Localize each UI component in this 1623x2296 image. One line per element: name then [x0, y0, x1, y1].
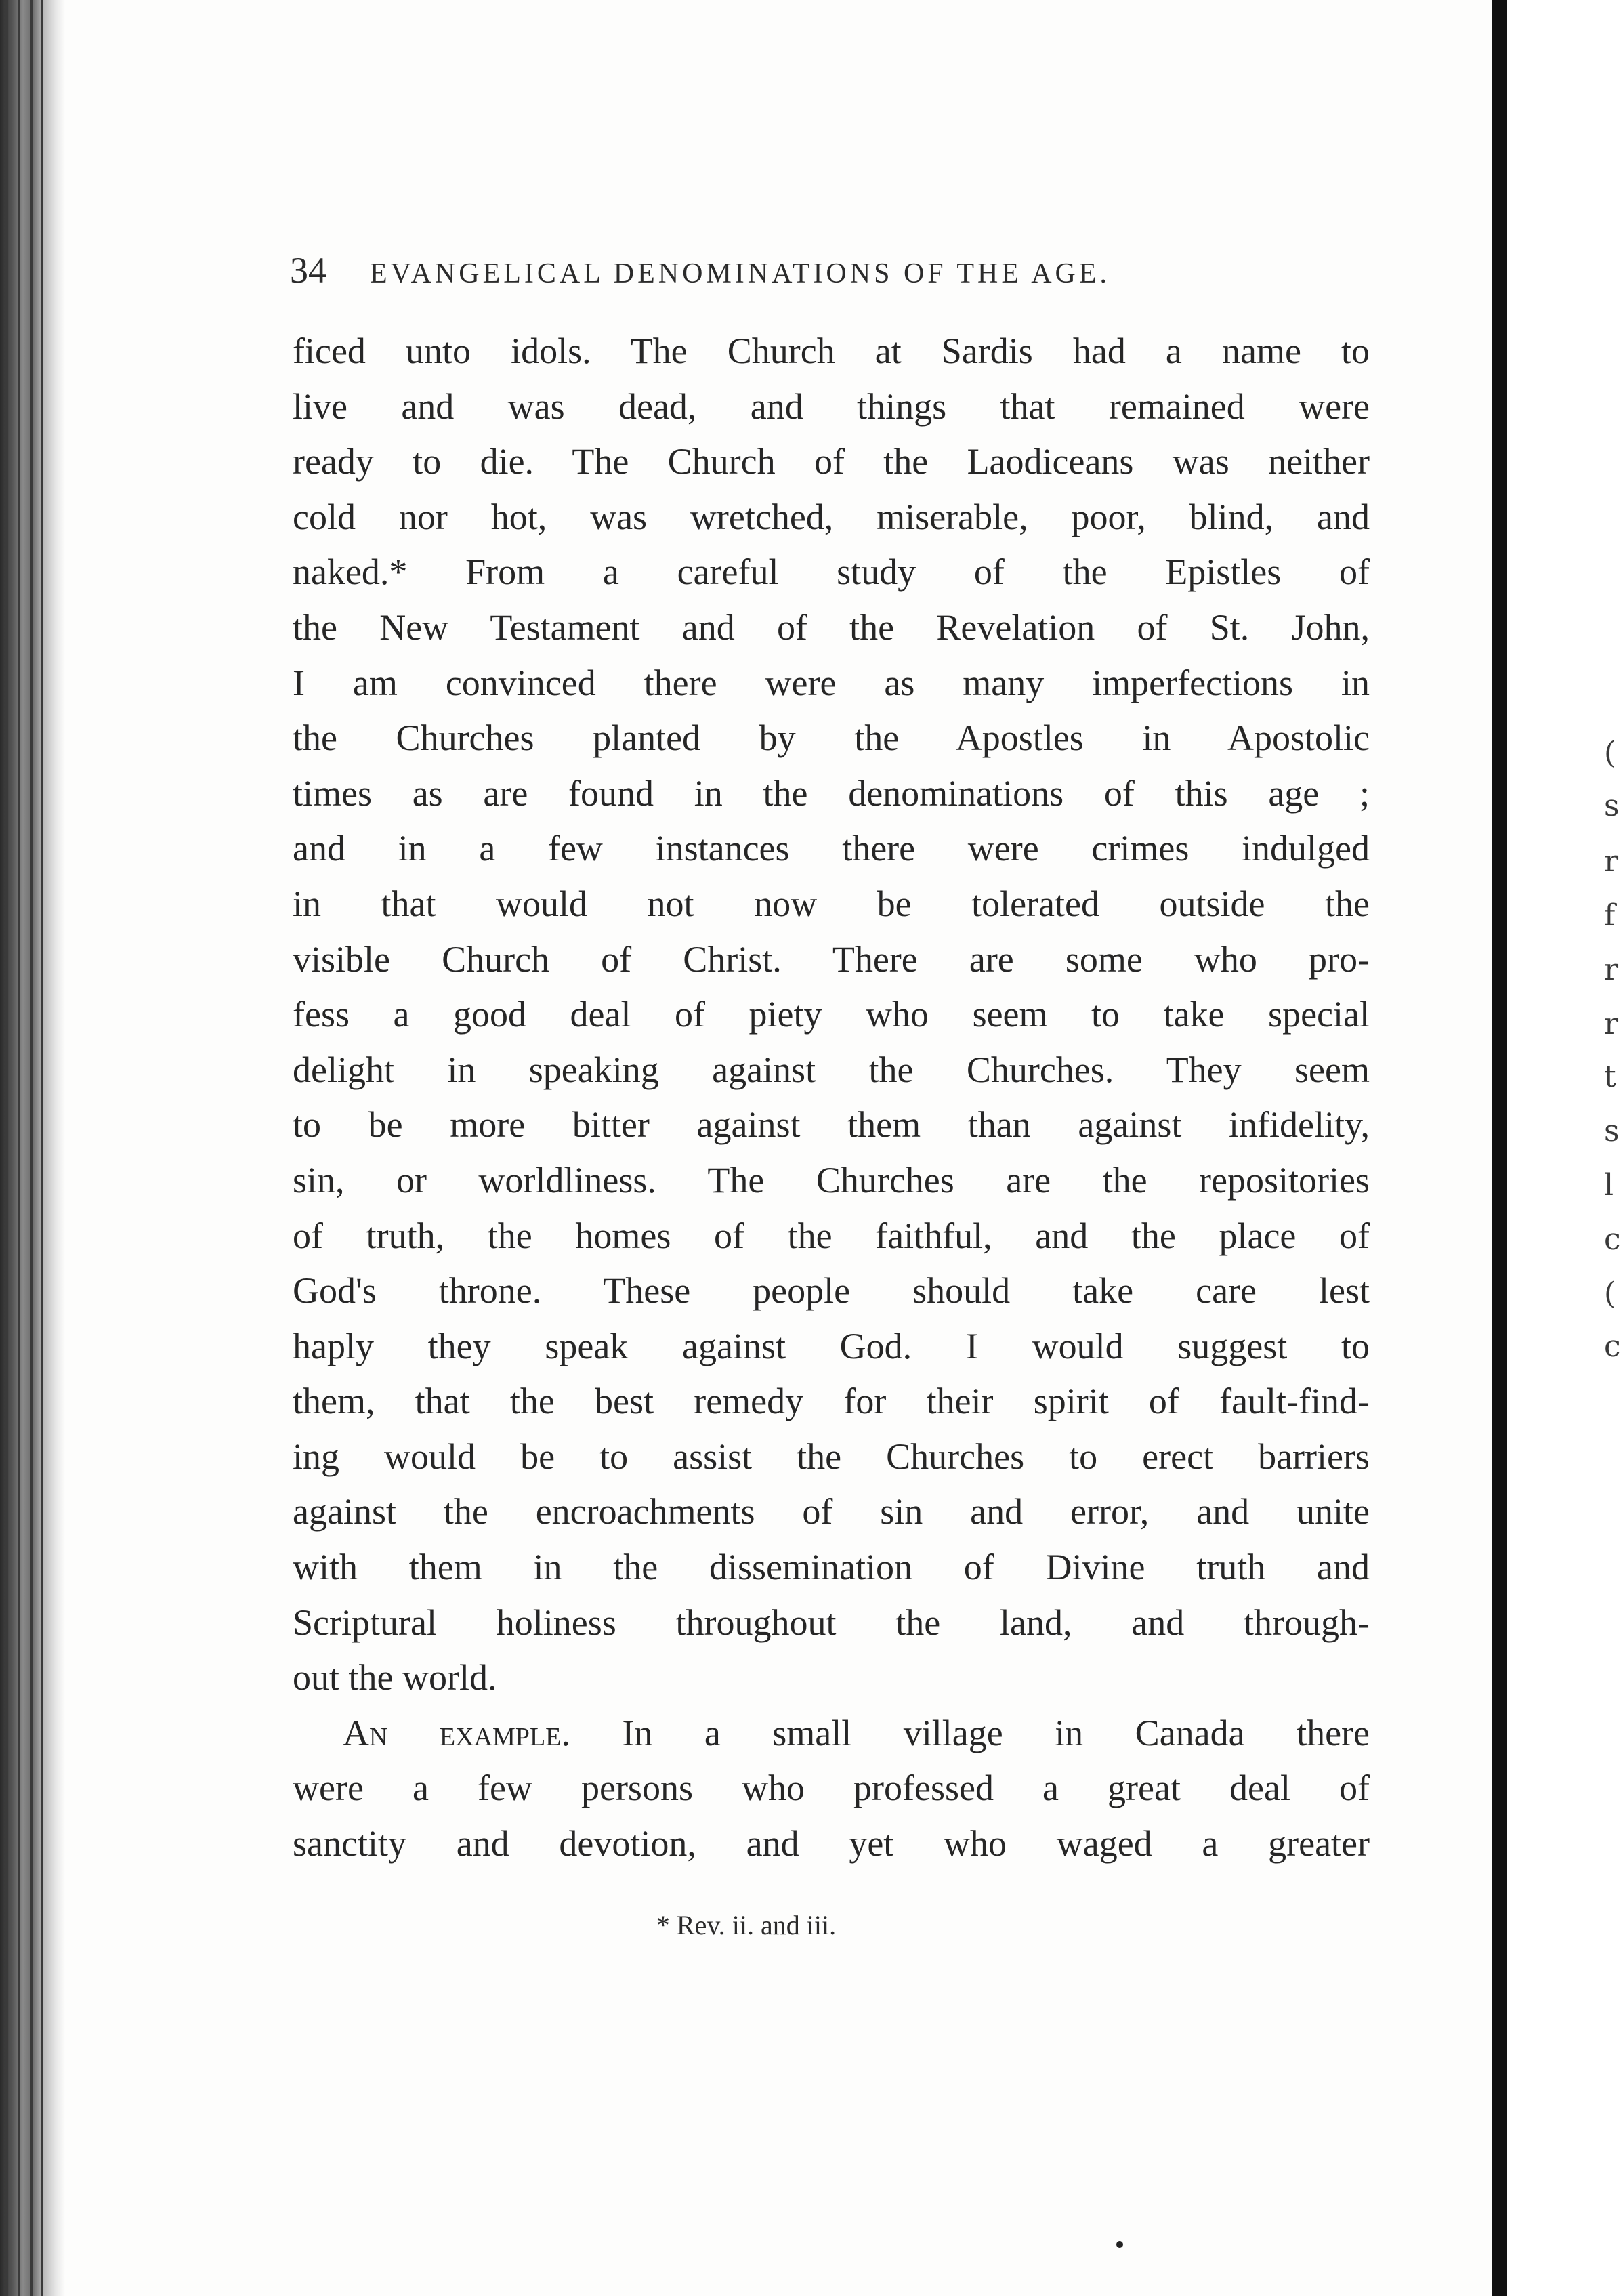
facing-page-glyph: l	[1604, 1168, 1614, 1203]
text-line: Scriptural holiness throughout the land, and through-	[293, 1602, 1370, 1643]
text-line: sin, or worldliness. The Churches are the repositories	[293, 1159, 1370, 1201]
text-line: cold nor hot, was wretched, miserable, poor, blind, and	[293, 496, 1370, 537]
text-line: times as are found in the denominations of this age ;	[293, 772, 1370, 814]
text-line: were a few persons who professed a great deal of	[293, 1768, 1370, 1809]
text-line: I am convinced there were as many imperfections in	[293, 662, 1370, 703]
text-line: in that would not now be tolerated outside the	[293, 883, 1370, 924]
facing-page-glyph: c	[1604, 1329, 1621, 1364]
text-line: fess a good deal of piety who seem to take special	[293, 994, 1370, 1035]
binding-stripe	[41, 0, 43, 2296]
text-line: the Churches planted by the Apostles in Apostolic	[293, 717, 1370, 759]
text-line: God's throne. These people should take care lest	[293, 1270, 1370, 1312]
facing-page-glyph: f	[1604, 898, 1616, 933]
text-line: against the encroachments of sin and error, and unite	[293, 1491, 1370, 1532]
print-speck	[1116, 2241, 1123, 2248]
text-line-rest: In a small village in Canada there	[622, 1712, 1370, 1753]
binding-stripe	[30, 0, 33, 2296]
binding-stripe	[5, 0, 8, 2296]
facing-page-glyph: s	[1604, 789, 1620, 823]
gutter-rule	[1492, 0, 1507, 2296]
running-head	[290, 249, 1374, 291]
page-number: 34	[290, 250, 326, 291]
text-line: with them in the dissemination of Divine truth and	[293, 1547, 1370, 1588]
facing-page-glyph: s	[1604, 1114, 1620, 1148]
text-line: the New Testament and of the Revelation of St. John,	[293, 606, 1370, 648]
text-line: them, that the best remedy for their spirit of fault-find-	[293, 1381, 1370, 1422]
facing-page-glyph: r	[1604, 1007, 1619, 1041]
facing-page-glyph: c	[1604, 1222, 1621, 1257]
text-line: live and was dead, and things that remained were	[293, 385, 1370, 427]
facing-page-glyph: (	[1604, 736, 1616, 770]
facing-page-glyph: r	[1604, 953, 1619, 987]
binding-stripe	[18, 0, 20, 2296]
text-line: of truth, the homes of the faithful, and the place of	[293, 1215, 1370, 1256]
running-title: EVANGELICAL DENOMINATIONS OF THE AGE.	[370, 258, 1111, 289]
text-line: ready to die. The Church of the Laodiceans was neither	[293, 441, 1370, 482]
paragraph-opening-line	[293, 1706, 1370, 1761]
facing-page-glyph: (	[1604, 1276, 1616, 1311]
body-text	[293, 324, 1370, 1872]
text-line: ing would be to assist the Churches to erect barriers	[293, 1436, 1370, 1477]
section-lead: An example.	[343, 1712, 570, 1753]
facing-page-glyph: r	[1604, 844, 1619, 879]
text-line: naked.* From a careful study of the Epistles of	[293, 551, 1370, 593]
text-line: ficed unto idols. The Church at Sardis had a name to	[293, 331, 1370, 371]
facing-page-glyph: t	[1604, 1060, 1616, 1094]
text-line: and in a few instances there were crimes indulged	[293, 828, 1370, 869]
text-line: delight in speaking against the Churches. They seem	[293, 1049, 1370, 1090]
text-line: out the world.	[293, 1657, 497, 1698]
footnote: * Rev. ii. and iii.	[656, 1910, 837, 1940]
text-line: sanctity and devotion, and yet who waged a greater	[293, 1823, 1370, 1864]
text-line: haply they speak against God. I would suggest to	[293, 1325, 1370, 1366]
text-line: visible Church of Christ. There are some who pro-	[293, 938, 1370, 980]
text-line: to be more bitter against them than against infidelity,	[293, 1104, 1370, 1146]
